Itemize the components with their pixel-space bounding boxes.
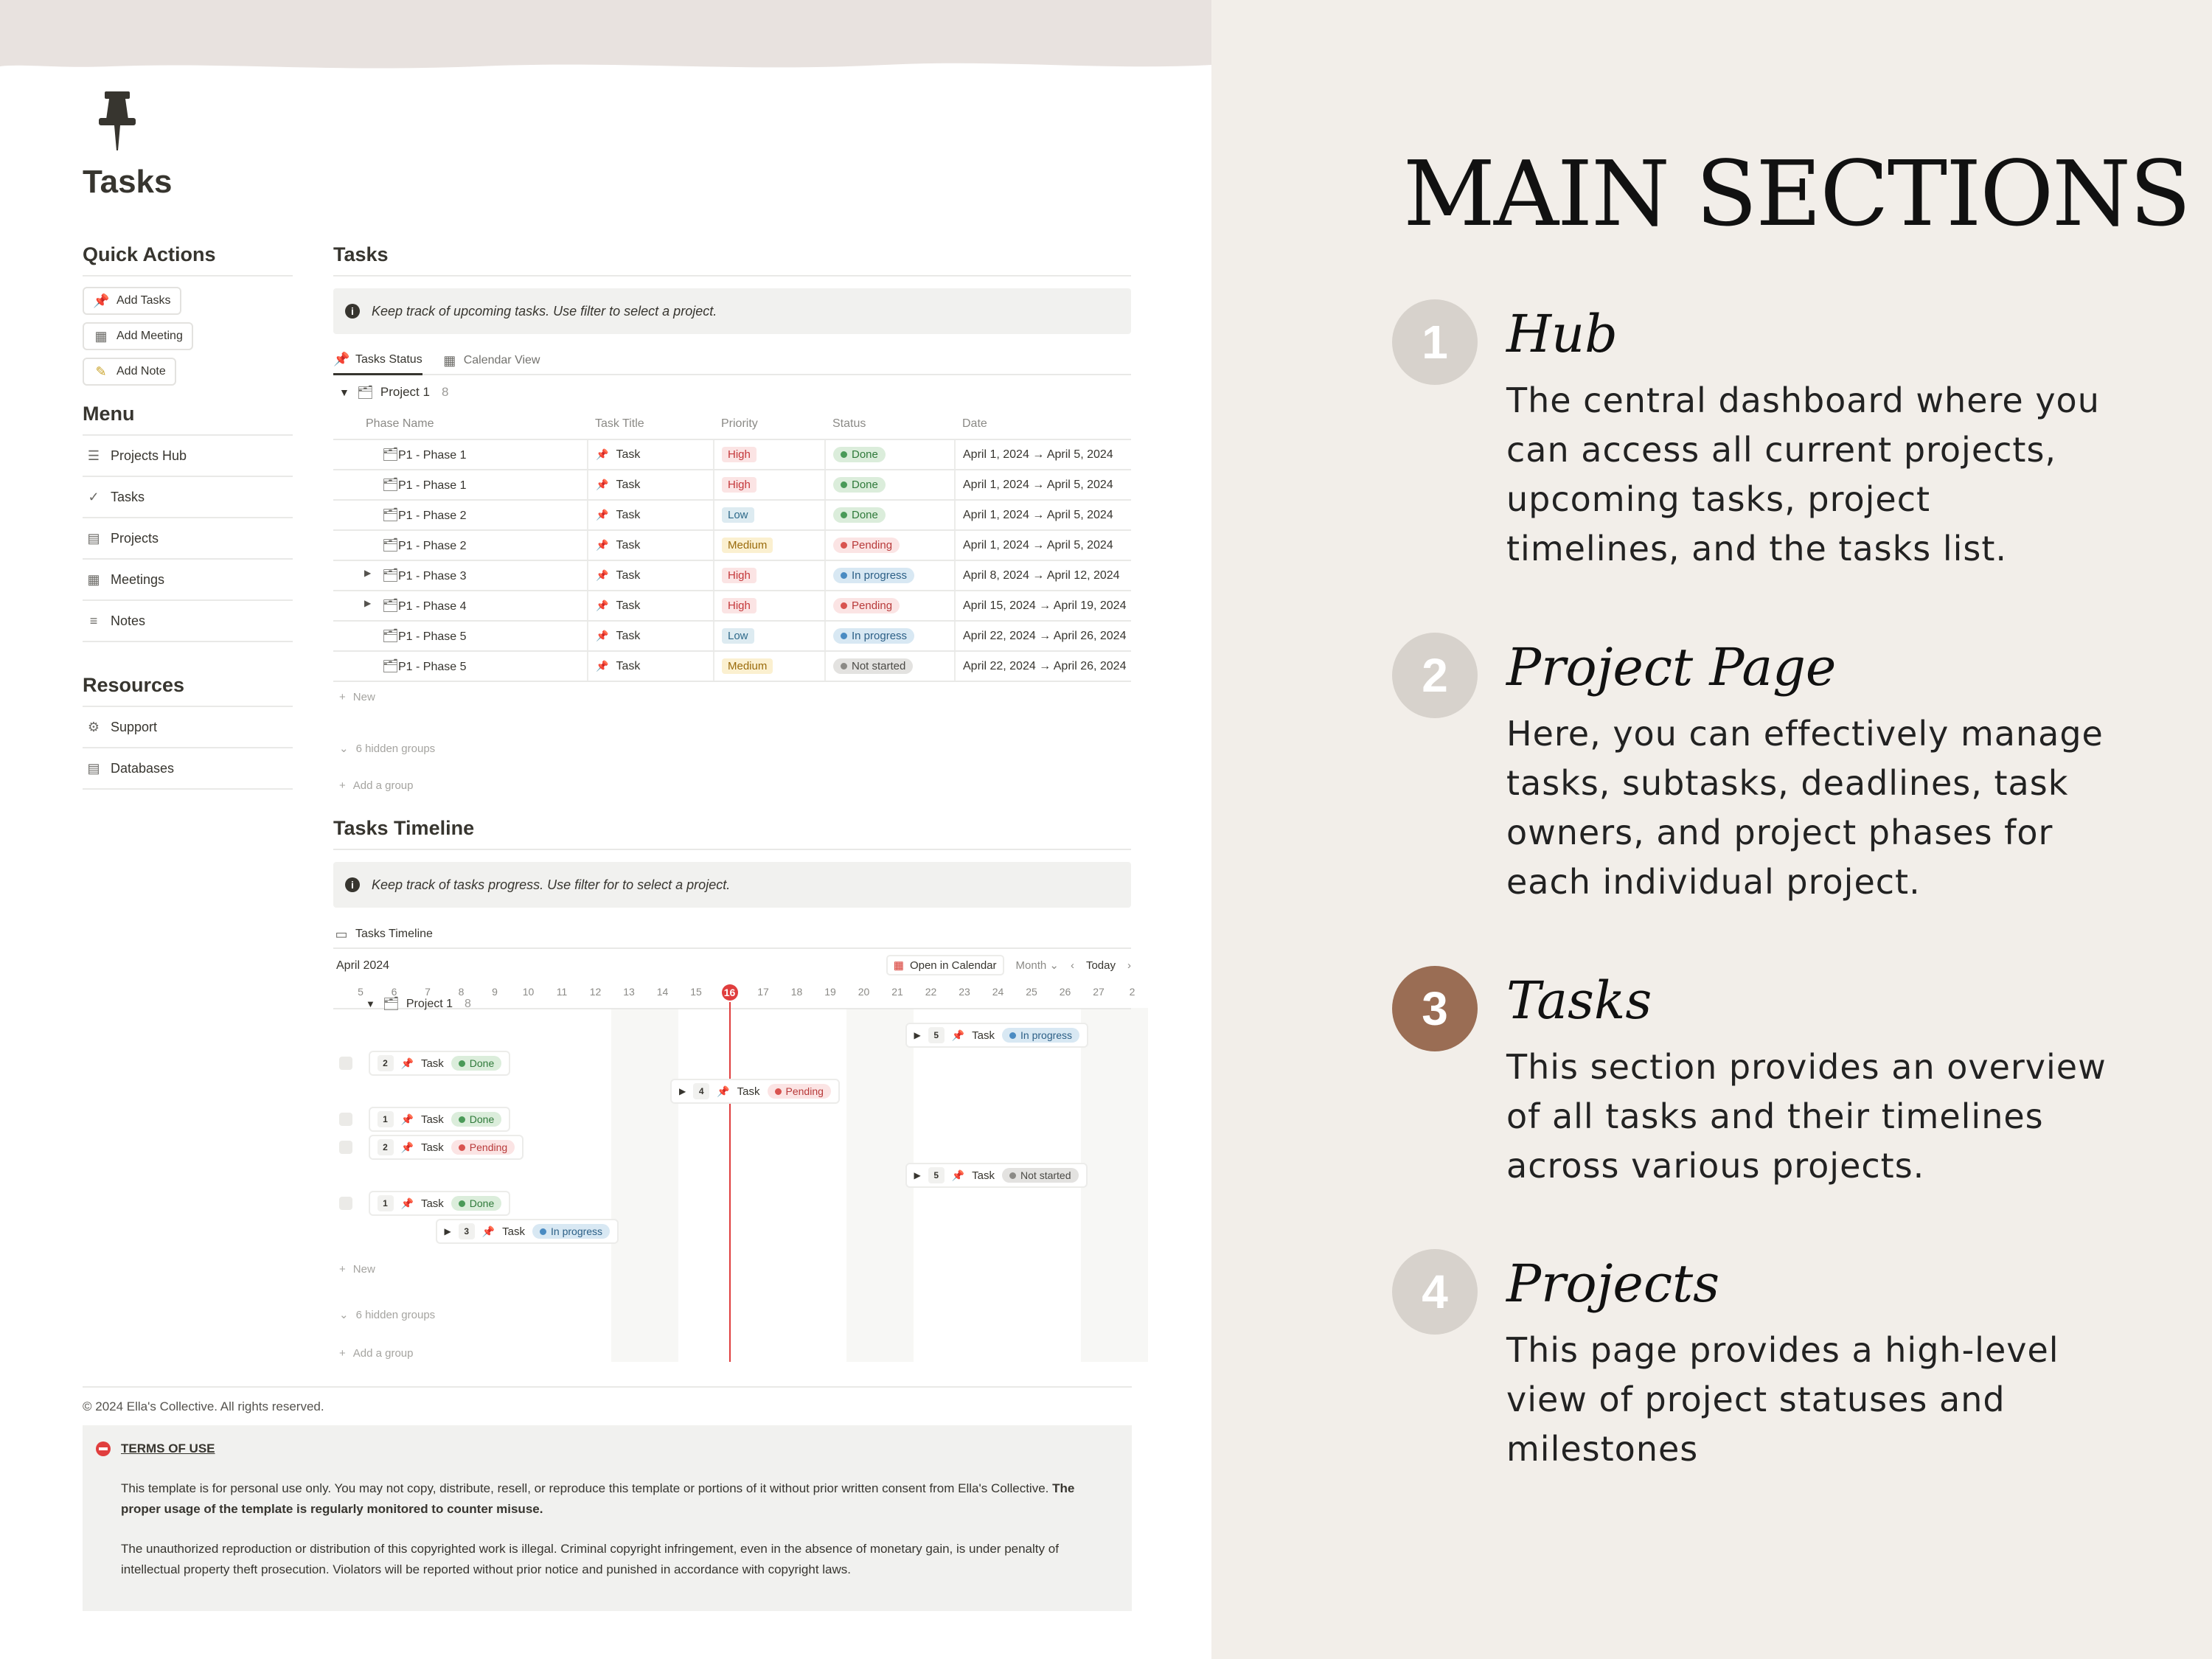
page-cover — [0, 0, 1211, 74]
folder-icon: 🗂 — [382, 477, 399, 492]
timeline-grid — [333, 949, 1135, 1362]
pushpin-icon: 📌 — [951, 1169, 965, 1181]
date-range: April 8, 2024 → April 12, 2024 — [963, 568, 1120, 582]
quick-actions-panel — [83, 243, 293, 386]
timeline-add-group[interactable]: + Add a group — [339, 1346, 414, 1360]
terms-of-use-callout — [83, 1425, 1132, 1611]
task-title: Task — [616, 478, 641, 491]
status-badge: Done — [833, 507, 886, 523]
pushpin-icon: 📌 — [333, 352, 350, 366]
status-dot — [841, 451, 847, 458]
day-label: 7 — [425, 986, 431, 998]
day-label: 22 — [925, 986, 937, 998]
pushpin-icon — [96, 91, 139, 150]
pushpin-icon: 📌 — [400, 1113, 414, 1125]
folder-icon: 🗂 — [382, 507, 399, 522]
sidebar-item-support[interactable]: ⚙ Support — [83, 707, 293, 748]
status-dot — [775, 1088, 782, 1095]
pushpin-icon: 📌 — [596, 599, 609, 611]
column-header[interactable]: Date — [955, 409, 1131, 439]
day-label: 11 — [556, 986, 568, 998]
timeline-new-button[interactable]: + New — [339, 1262, 375, 1276]
table-row[interactable] — [333, 500, 1131, 530]
day-label: 9 — [492, 986, 498, 998]
phase-name: P1 - Phase 4 — [398, 600, 467, 613]
subtask-count: 4 — [693, 1083, 709, 1099]
terms-paragraph-2: The unauthorized reproduction or distribution of this copyrighted work is illegal. Criminal copyright infringement, even in the absence of monetary gain, is under penalty of intellectual property theft prosecution. Violators will be reported without prior notice and punished in accordance with copyright laws. — [121, 1542, 1059, 1576]
calendar-icon: ▦ — [94, 328, 108, 344]
day-label: 10 — [522, 986, 535, 998]
info-icon: i — [345, 877, 360, 892]
subtask-count: 5 — [928, 1027, 945, 1043]
tasks-callout: i Keep track of upcoming tasks. Use filter to select a project. — [333, 288, 1131, 334]
status-dot — [1009, 1172, 1016, 1179]
status-dot — [841, 663, 847, 669]
timeline-task-bar[interactable]: 2 📌 Task Pending — [369, 1135, 524, 1160]
status-badge: Pending — [451, 1140, 515, 1155]
column-header[interactable]: Phase Name — [333, 409, 588, 439]
weekend-band — [1081, 1008, 1148, 1362]
section-desc-projects: This page provides a high-level view of project statuses and milestones — [1506, 1330, 2059, 1469]
date-range: April 15, 2024 → April 19, 2024 — [963, 599, 1127, 612]
timeline-task-bar[interactable]: ▶ 4 📌 Task Pending — [670, 1079, 840, 1104]
section-name-tasks: Tasks — [1506, 970, 1652, 1031]
status-badge: In progress — [833, 628, 914, 644]
main-sections-title: MAIN SECTIONS — [1403, 142, 2190, 246]
phase-name: P1 - Phase 1 — [398, 479, 467, 492]
timeline-callout: i Keep track of tasks progress. Use filter for to select a project. — [333, 862, 1131, 908]
pushpin-icon: 📌 — [400, 1197, 414, 1209]
day-label: 19 — [824, 986, 836, 998]
tasks-view-tabs — [333, 347, 1131, 375]
pushpin-icon: 📌 — [596, 660, 609, 672]
task-title: Task — [616, 508, 641, 521]
tasks-timeline-section — [333, 817, 1135, 1362]
tab-tasks-timeline[interactable]: ▭ Tasks Timeline — [333, 921, 433, 947]
day-label: 26 — [1059, 986, 1071, 998]
status-dot — [459, 1116, 465, 1123]
table-row[interactable] — [333, 470, 1131, 500]
pushpin-icon: 📌 — [596, 448, 609, 460]
table-row[interactable] — [333, 530, 1131, 560]
drag-handle-icon[interactable] — [339, 1141, 352, 1154]
task-title: Task — [616, 629, 641, 642]
resources-heading: Resources — [83, 674, 293, 707]
task-title: Task — [616, 568, 641, 582]
section-number-2: 2 — [1392, 633, 1478, 718]
table-row[interactable] — [333, 591, 1131, 621]
priority-badge: High — [722, 568, 757, 583]
status-dot — [841, 512, 847, 518]
chevron-down-icon[interactable]: ▼ — [366, 998, 375, 1009]
phase-name: P1 - Phase 5 — [398, 661, 467, 673]
folder-icon: 🗂 — [356, 384, 374, 400]
menu-panel — [83, 403, 293, 642]
pushpin-icon: 📌 — [717, 1085, 730, 1097]
day-label: 5 — [358, 986, 364, 998]
info-icon: i — [345, 304, 360, 319]
resources-panel — [83, 674, 293, 790]
projects-icon: ▤ — [87, 530, 100, 546]
day-label: 12 — [589, 986, 602, 998]
open-in-calendar-button[interactable]: ▦ Open in Calendar — [886, 955, 1004, 975]
priority-badge: High — [722, 598, 757, 613]
today-button[interactable]: Today — [1085, 959, 1116, 972]
tab-tasks-status[interactable]: 📌 Tasks Status — [333, 347, 422, 375]
no-entry-icon — [96, 1441, 111, 1456]
page-title: Tasks — [83, 164, 173, 200]
pushpin-icon: 📌 — [596, 509, 609, 521]
priority-badge: Low — [722, 507, 754, 523]
folder-icon: 🗂 — [382, 598, 399, 613]
priority-badge: Medium — [722, 658, 773, 674]
add-group-button[interactable]: + Add a group — [339, 779, 414, 792]
add-meeting-button[interactable]: ▦ Add Meeting — [83, 322, 193, 350]
timeline-view-tabs — [333, 921, 1131, 949]
sidebar-item-databases[interactable]: ▤ Databases — [83, 748, 293, 790]
date-range: April 1, 2024 → April 5, 2024 — [963, 478, 1113, 491]
subtask-count: 1 — [378, 1195, 394, 1211]
terms-paragraph-1: This template is for personal use only. You may not copy, distribute, resell, or reproduce this template or portions of it without prior written consent from Ella's Collective. The proper usage of the template is regularly monitored to counter misuse. — [121, 1481, 1075, 1516]
day-label: 20 — [858, 986, 870, 998]
expand-icon[interactable]: ▶ — [679, 1086, 686, 1096]
terms-heading: TERMS OF USE — [96, 1441, 215, 1456]
drag-handle-icon[interactable] — [339, 1197, 352, 1210]
table-row[interactable] — [333, 439, 1131, 470]
status-badge: In progress — [1002, 1028, 1079, 1043]
day-label: 13 — [623, 986, 635, 998]
column-header[interactable]: Priority — [714, 409, 825, 439]
sidebar-item-tasks[interactable]: ✓ Tasks — [83, 477, 293, 518]
task-title: Task — [616, 538, 641, 552]
status-badge: Done — [451, 1112, 501, 1127]
folder-icon: 🗂 — [382, 568, 399, 582]
priority-badge: Low — [722, 628, 754, 644]
status-dot — [459, 1200, 465, 1207]
drag-handle-icon[interactable] — [339, 1113, 352, 1126]
add-tasks-button[interactable]: 📌 Add Tasks — [83, 287, 181, 315]
sidebar-item-projects-hub[interactable]: ☰ Projects Hub — [83, 436, 293, 477]
hidden-groups-toggle[interactable]: ⌄ 6 hidden groups — [339, 742, 436, 755]
date-range: April 1, 2024 → April 5, 2024 — [963, 508, 1113, 521]
pushpin-icon: 📌 — [951, 1029, 965, 1041]
section-number-1: 1 — [1392, 299, 1478, 385]
status-dot — [1009, 1032, 1016, 1039]
timeline-task-bar[interactable]: ▶ 3 📌 Task In progress — [436, 1219, 619, 1244]
timeline-icon: ▭ — [335, 926, 348, 942]
date-range: April 22, 2024 → April 26, 2024 — [963, 659, 1127, 672]
status-dot — [841, 542, 847, 549]
status-dot — [459, 1060, 465, 1067]
timeline-heading: Tasks Timeline — [333, 817, 1131, 850]
phase-name: P1 - Phase 1 — [398, 449, 467, 462]
task-title: Task — [616, 448, 641, 461]
section-number-3: 3 — [1392, 966, 1478, 1051]
copyright: © 2024 Ella's Collective. All rights reserved. — [83, 1399, 324, 1413]
calendar-icon: ▦ — [893, 959, 904, 972]
tab-calendar-view[interactable]: ▦ Calendar View — [442, 347, 540, 374]
notes-icon: ≡ — [89, 613, 98, 628]
subtask-count: 2 — [378, 1055, 394, 1071]
pushpin-icon: 📌 — [481, 1225, 495, 1237]
weekend-band — [611, 1008, 678, 1362]
group-project-1[interactable]: ▼ 🗂 Project 1 8 — [339, 384, 449, 400]
status-badge: Not started — [1002, 1168, 1078, 1183]
priority-badge: High — [722, 447, 757, 462]
timeline-task-bar[interactable]: 1 📌 Task Done — [369, 1107, 511, 1132]
tasks-table — [333, 409, 1131, 682]
tasks-icon: ✓ — [88, 489, 100, 504]
date-range: April 1, 2024 → April 5, 2024 — [963, 538, 1113, 552]
support-icon: ⚙ — [87, 719, 100, 734]
section-name-projects: Projects — [1506, 1253, 1720, 1314]
day-label: 18 — [790, 986, 803, 998]
folder-icon: 🗂 — [382, 658, 399, 673]
menu-heading: Menu — [83, 403, 293, 436]
main-sections-panel — [1211, 0, 2212, 1659]
section-name-project-page: Project Page — [1506, 637, 1837, 698]
add-note-button[interactable]: ✎ Add Note — [83, 358, 176, 386]
pushpin-icon: 📌 — [596, 569, 609, 581]
status-dot — [540, 1228, 546, 1235]
timeline-month: April 2024 — [336, 959, 390, 972]
status-badge: Pending — [833, 598, 900, 613]
expand-icon[interactable]: ▶ — [364, 598, 372, 608]
footer-divider — [83, 1386, 1132, 1388]
pushpin-icon: 📌 — [93, 293, 110, 308]
tasks-heading: Tasks — [333, 243, 1131, 276]
section-name-hub: Hub — [1506, 304, 1618, 364]
date-range: April 1, 2024 → April 5, 2024 — [963, 448, 1113, 461]
meetings-icon: ▦ — [87, 571, 100, 587]
day-label: 15 — [690, 986, 702, 998]
timeline-task-bar[interactable]: ▶ 5 📌 Task Not started — [905, 1163, 1088, 1188]
folder-icon: 🗂 — [382, 996, 400, 1011]
pushpin-icon: 📌 — [400, 1141, 414, 1153]
section-desc-hub: The central dashboard where you can access all current projects, upcoming tasks, project timelines, and the tasks list. — [1506, 380, 2100, 568]
chevron-down-icon[interactable]: ▼ — [339, 386, 349, 398]
table-row[interactable] — [333, 621, 1131, 651]
priority-badge: High — [722, 477, 757, 493]
pushpin-icon: 📌 — [400, 1057, 414, 1069]
status-dot — [841, 481, 847, 488]
hub-icon: ☰ — [87, 448, 100, 463]
table-row[interactable] — [333, 560, 1131, 591]
section-desc-tasks: This section provides an overview of all tasks and their timelines across various projects. — [1506, 1047, 2107, 1186]
section-number-4: 4 — [1392, 1249, 1478, 1335]
timeline-task-bar[interactable]: ▶ 5 📌 Task In progress — [905, 1023, 1089, 1048]
day-label: 23 — [959, 986, 970, 998]
sidebar-item-projects[interactable]: ▤ Projects — [83, 518, 293, 560]
chevron-left-icon[interactable]: ‹ — [1070, 959, 1074, 972]
sidebar-item-notes[interactable]: ≡ Notes — [83, 601, 293, 642]
pushpin-icon: 📌 — [596, 539, 609, 551]
database-icon: ▤ — [87, 760, 100, 776]
quick-actions-heading: Quick Actions — [83, 243, 293, 276]
memo-icon: ✎ — [95, 364, 107, 379]
day-label: 27 — [1093, 986, 1105, 998]
status-badge: Done — [451, 1196, 501, 1211]
task-title: Task — [616, 659, 641, 672]
day-label: 6 — [391, 986, 397, 998]
subtask-count: 3 — [459, 1223, 475, 1239]
day-label: 16 — [722, 984, 738, 1001]
status-badge: Done — [451, 1056, 501, 1071]
status-dot — [841, 602, 847, 609]
status-badge: In progress — [532, 1224, 610, 1239]
expand-icon[interactable]: ▶ — [914, 1030, 921, 1040]
timeline-hidden-groups[interactable]: ⌄ 6 hidden groups — [339, 1308, 436, 1321]
day-label: 17 — [757, 986, 769, 998]
subtask-count: 2 — [378, 1139, 394, 1155]
phase-name: P1 - Phase 2 — [398, 509, 467, 522]
day-label: 21 — [891, 986, 903, 998]
timeline-task-bar[interactable]: 2 📌 Task Done — [369, 1051, 511, 1076]
column-header[interactable]: Status — [825, 409, 955, 439]
day-label: 24 — [992, 986, 1004, 998]
status-badge: Pending — [833, 538, 900, 553]
expand-icon[interactable]: ▶ — [914, 1170, 921, 1180]
tasks-section — [333, 243, 1131, 800]
subtask-count: 1 — [378, 1111, 394, 1127]
drag-handle-icon[interactable] — [339, 1057, 352, 1070]
pushpin-icon: 📌 — [596, 630, 609, 641]
calendar-icon: ▦ — [443, 352, 456, 368]
phase-name: P1 - Phase 2 — [398, 540, 467, 552]
status-badge: Done — [833, 447, 886, 462]
day-label: 25 — [1026, 986, 1037, 998]
status-dot — [459, 1144, 465, 1151]
table-row[interactable] — [333, 651, 1131, 681]
status-badge: Pending — [768, 1084, 831, 1099]
column-header[interactable]: Task Title — [588, 409, 714, 439]
date-range: April 22, 2024 → April 26, 2024 — [963, 629, 1127, 642]
folder-icon: 🗂 — [382, 628, 399, 643]
expand-icon[interactable]: ▶ — [364, 568, 372, 578]
section-desc-project-page: Here, you can effectively manage tasks, subtasks, deadlines, task owners, and project phases for each individual project. — [1506, 714, 2104, 902]
status-badge: Done — [833, 477, 886, 493]
folder-icon: 🗂 — [382, 447, 399, 462]
status-badge: Not started — [833, 658, 913, 674]
phase-name: P1 - Phase 5 — [398, 630, 467, 643]
new-row-button[interactable]: + New — [339, 690, 375, 703]
day-label: 14 — [656, 986, 669, 998]
task-title: Task — [616, 599, 641, 612]
today-line — [729, 1002, 731, 1362]
chevron-right-icon[interactable]: › — [1127, 959, 1131, 972]
status-dot — [841, 572, 847, 579]
pushpin-icon: 📌 — [596, 479, 609, 490]
priority-badge: Medium — [722, 538, 773, 553]
status-badge: In progress — [833, 568, 914, 583]
phase-name: P1 - Phase 3 — [398, 570, 467, 582]
folder-icon: 🗂 — [382, 538, 399, 552]
scale-select[interactable]: Month ⌄ — [1015, 959, 1059, 972]
status-dot — [841, 633, 847, 639]
timeline-task-bar[interactable]: 1 📌 Task Done — [369, 1191, 511, 1216]
day-label: 2 — [1129, 986, 1135, 998]
timeline-group-project-1[interactable]: ▼ 🗂 Project 1 8 — [366, 996, 471, 1011]
weekend-band — [846, 1008, 914, 1362]
subtask-count: 5 — [928, 1167, 945, 1183]
expand-icon[interactable]: ▶ — [444, 1226, 451, 1237]
sidebar-item-meetings[interactable]: ▦ Meetings — [83, 560, 293, 601]
day-label: 8 — [458, 986, 465, 998]
